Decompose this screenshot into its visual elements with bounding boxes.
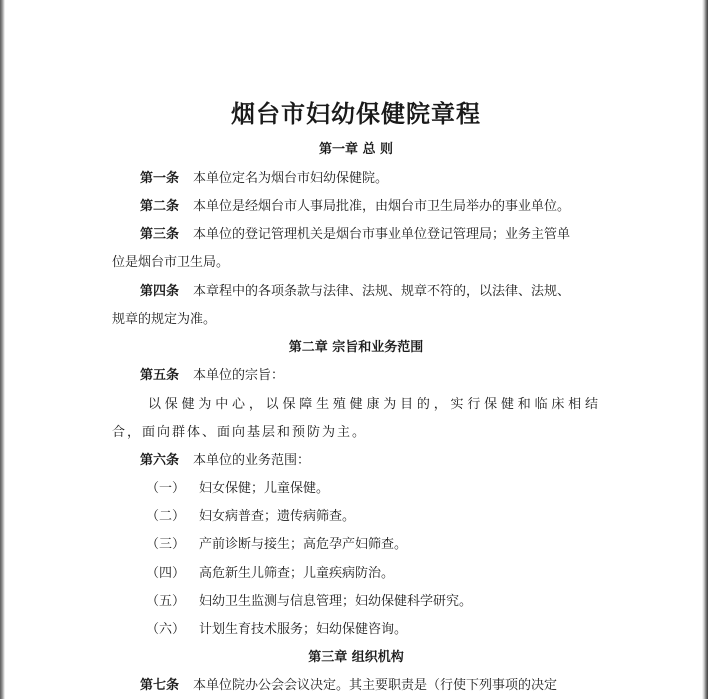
article-7 [112,676,628,696]
article-1 [112,169,628,189]
page-left-edge [0,0,5,699]
article-4 [112,282,628,302]
article-4-text: 本章程中的各项条款与法律、法规、规章不符的，以法律、法规、 [193,284,571,299]
article-3-label: 第三条 [140,227,180,242]
scope-item [112,620,634,640]
chapter-1-heading: 第一章 总 则 [318,142,394,157]
article-4-label: 第四条 [140,284,180,299]
article-6-text: 本单位的业务范围： [193,453,311,468]
article-2-label: 第二条 [140,199,180,214]
scope-item-number: （五） [146,594,186,609]
scope-item-text: 妇女保健；儿童保健。 [199,481,330,496]
article-5-text: 本单位的宗旨： [193,368,285,383]
chapter-2-heading: 第二章 宗旨和业务范围 [288,340,424,355]
scope-item [112,479,634,499]
article-5 [112,366,628,386]
scope-item [112,564,634,584]
article-2 [112,197,628,217]
scope-item-text: 计划生育技术服务；妇幼保健咨询。 [199,622,408,637]
document-page [112,0,600,699]
scope-item-number: （四） [146,566,186,581]
article-6 [112,451,628,471]
chapter-3-heading: 第三章 组织机构 [308,650,404,665]
article-3-text: 本单位的登记管理机关是烟台市事业单位登记管理局；业务主管单 [193,227,571,242]
scope-item-number: （六） [146,622,186,637]
scope-item-text: 妇幼卫生监测与信息管理；妇幼保健科学研究。 [199,594,473,609]
scope-item-text: 产前诊断与接生；高危孕产妇筛查。 [199,537,408,552]
article-3 [112,225,628,245]
document-title: 烟台市妇幼保健院章程 [231,100,481,128]
page-right-edge [702,0,708,699]
article-6-label: 第六条 [140,453,180,468]
article-7-text: 本单位院办公会会议决定。其主要职责是（行使下列事项的决定 [193,678,558,693]
article-4-continuation: 规章的规定为准。 [112,312,217,327]
scope-item-number: （三） [146,537,186,552]
scope-item-number: （二） [146,509,186,524]
scope-item-text: 高危新生儿筛查；儿童疾病防治。 [199,566,395,581]
scope-item [112,507,634,527]
article-1-label: 第一条 [140,171,180,186]
scope-item-number: （一） [146,481,186,496]
scope-item-text: 妇女病普查；遗传病筛查。 [199,509,356,524]
article-3-continuation: 位是烟台市卫生局。 [112,255,230,270]
purpose-line-2: 合，面向群体、面向基层和预防为主。 [112,425,368,440]
article-1-text: 本单位定名为烟台市妇幼保健院。 [193,171,389,186]
purpose-line-1: 以保健为中心，以保障生殖健康为目的，实行保健和临床相结 [148,397,600,412]
scope-item [112,535,634,555]
article-5-label: 第五条 [140,368,180,383]
article-2-text: 本单位是经烟台市人事局批准，由烟台市卫生局举办的事业单位。 [193,199,571,214]
article-7-label: 第七条 [140,678,180,693]
scope-item [112,592,634,612]
